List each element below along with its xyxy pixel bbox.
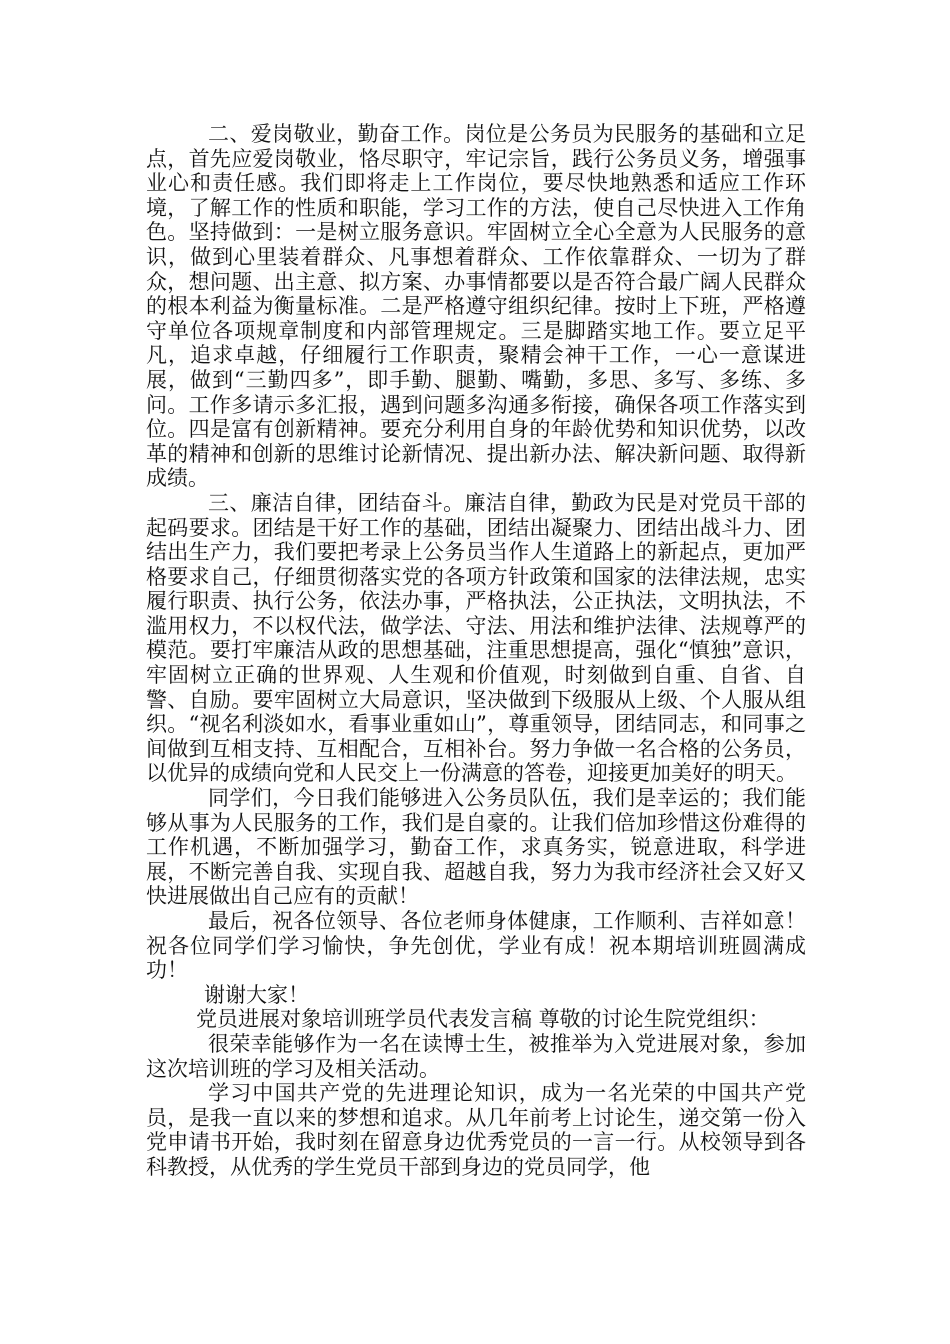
paragraph-loyalty-diligence: 二、爱岗敬业，勤奋工作。岗位是公务员为民服务的基础和立足点，首先应爱岗敬业，恪尽职守，牢记宗旨，践行公务员义务，增强事业心和责任感。我们即将走上工作岗位，要尽快地熟悉和适应工作环境，了解工作的性质和职能，学习工作的方法，使自己尽快进入工作角色。坚持做到：一是树立服务意识。牢固树立全心全意为人民服务的意识，做到心里装着群众、凡事想着群众、工作依靠群众、一切为了群众，想问题、出主意、拟方案、办事情都要以是否符合最广阔人民群众的根本利益为衡量标准。二是严格遵守组织纪律。按时上下班，严格遵守单位各项规章制度和内部管理规定。三是脚踏实地工作。要立足平凡，追求卓越，仔细履行工作职责，聚精会神干工作，一心一意谋进展，做到“三勤四多”，即手勤、腿勤、嘴勤，多思、多写、多练、多问。工作多请示多汇报，遇到问题多沟通多衔接，确保各项工作落实到位。四是富有创新精神。要充分利用自身的年龄优势和知识优势，以改革的精神和创新的思维讨论新情况、提出新办法、解决新问题、取得新成绩。 bbox=[146, 122, 806, 491]
paragraph-classmates: 同学们，今日我们能够进入公务员队伍，我们是幸运的；我们能够从事为人民服务的工作，我们是自豪的。让我们倍加珍惜这份难得的工作机遇，不断加强学习，勤奋工作，求真务实，锐意进取，科学进展，不断完善自我、实现自我、超越自我，努力为我市经济社会又好又快进展做出自己应有的贡献！ bbox=[146, 786, 806, 909]
paragraph-party-study: 学习中国共产党的先进理论知识，成为一名光荣的中国共产党员，是我一直以来的梦想和追求。从几年前考上讨论生，递交第一份入党申请书开始，我时刻在留意身边优秀党员的一言一行。从校领导到各科教授，从优秀的学生党员干部到身边的党员同学，他 bbox=[146, 1081, 806, 1179]
paragraph-integrity-unity: 三、廉洁自律，团结奋斗。廉洁自律，勤政为民是对党员干部的起码要求。团结是干好工作的基础，团结出凝聚力、团结出战斗力、团结出生产力，我们要把考录上公务员当作人生道路上的新起点，更加严格要求自己，仔细贯彻落实党的各项方针政策和国家的法律法规，忠实履行职责、执行公务，依法办事，严格执法，公正执法，文明执法，不滥用权力，不以权代法，做学法、守法、用法和维护法律、法规尊严的模范。要打牢廉洁从政的思想基础，注重思想提高，强化“慎独”意识，牢固树立正确的世界观、人生观和价值观，时刻做到自重、自省、自警、自励。要牢固树立大局意识，坚决做到下级服从上级、个人服从组织。“视名利淡如水，看事业重如山”，尊重领导，团结同志，和同事之间做到互相支持、互相配合，互相补台。努力争做一名合格的公务员，以优异的成绩向党和人民交上一份满意的答卷，迎接更加美好的明天。 bbox=[146, 490, 806, 786]
paragraph-honored: 很荣幸能够作为一名在读博士生，被推举为入党进展对象，参加这次培训班的学习及相关活动。 bbox=[146, 1031, 806, 1081]
paragraph-thanks: 谢谢大家！ bbox=[204, 982, 309, 1007]
speech-title: 党员进展对象培训班学员代表发言稿 尊敬的讨论生院党组织： bbox=[196, 1007, 770, 1032]
paragraph-closing-wishes: 最后，祝各位领导、各位老师身体健康，工作顺利、吉祥如意！祝各位同学们学习愉快，争先创优，学业有成！祝本期培训班圆满成功！ bbox=[146, 909, 806, 983]
document-body bbox=[146, 122, 806, 1180]
